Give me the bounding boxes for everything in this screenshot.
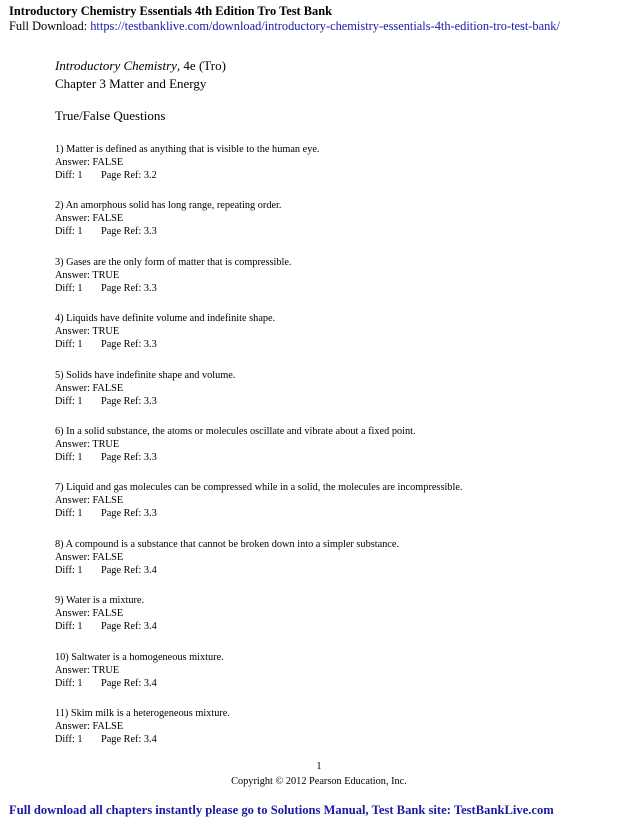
question-text: 10) Saltwater is a homogeneous mixture.: [55, 651, 224, 663]
question-answer: Answer: FALSE: [55, 157, 124, 168]
question-page-ref: Page Ref: 3.3: [101, 452, 157, 463]
footer-promo[interactable]: Full download all chapters instantly please go to Solutions Manual, Test Bank site: TestBankLive.com: [9, 803, 554, 817]
question-answer: Answer: TRUE: [55, 439, 120, 450]
question-answer: Answer: TRUE: [55, 664, 120, 676]
question-item: [55, 481, 462, 520]
question-difficulty: Diff: 1: [55, 282, 83, 294]
question-meta: [55, 564, 399, 577]
question-page-ref: Page Ref: 3.4: [101, 734, 157, 745]
download-link[interactable]: https://testbanklive.com/download/introductory-chemistry-essentials-4th-edition-tro-test-bank/: [90, 19, 560, 33]
question-text: 1) Matter is defined as anything that is visible to the human eye.: [55, 144, 320, 155]
question-page-ref: Page Ref: 3.4: [101, 621, 157, 633]
question-answer: Answer: FALSE: [55, 213, 124, 225]
question-difficulty: Diff: 1: [55, 564, 83, 576]
question-text: 5) Solids have indefinite shape and volume.: [55, 369, 236, 381]
question-meta: [55, 282, 291, 295]
question-item: [55, 199, 281, 238]
question-answer: Answer: FALSE: [55, 551, 124, 563]
book-title-italic: Introductory Chemistry: [55, 58, 177, 73]
question-difficulty: Diff: 1: [55, 734, 83, 745]
question-text: 8) A compound is a substance that cannot be broken down into a simpler substance.: [55, 538, 400, 550]
question-item: [55, 707, 230, 746]
question-text: 7) Liquid and gas molecules can be compressed while in a solid, the molecules are incompressible.: [55, 482, 463, 494]
question-difficulty: Diff: 1: [55, 395, 83, 407]
question-difficulty: Diff: 1: [55, 677, 83, 689]
question-difficulty: Diff: 1: [55, 170, 83, 181]
banner-title: Introductory Chemistry Essentials 4th Edition Tro Test Bank: [9, 4, 333, 18]
question-page-ref: Page Ref: 3.3: [101, 339, 157, 351]
question-text: 11) Skim milk is a heterogeneous mixture.: [55, 708, 230, 719]
question-difficulty: Diff: 1: [55, 226, 83, 238]
question-item: [55, 312, 275, 351]
question-item: [55, 594, 157, 633]
download-label: Full Download:: [9, 19, 91, 33]
question-page-ref: Page Ref: 3.4: [101, 564, 157, 576]
section-title: True/False Questions: [55, 108, 166, 123]
question-text: 6) In a solid substance, the atoms or molecules oscillate and vibrate about a fixed point.: [55, 426, 416, 437]
banner-download: [9, 19, 560, 34]
question-meta: [55, 620, 157, 633]
question-meta: [55, 733, 230, 746]
question-difficulty: Diff: 1: [55, 621, 83, 633]
question-page-ref: Page Ref: 3.3: [101, 395, 157, 407]
question-meta: [55, 395, 235, 408]
question-page-ref: Page Ref: 3.3: [101, 282, 157, 294]
question-page-ref: Page Ref: 3.3: [101, 226, 157, 238]
question-answer: Answer: TRUE: [55, 326, 120, 338]
question-text: 4) Liquids have definite volume and indefinite shape.: [55, 313, 276, 325]
question-difficulty: Diff: 1: [55, 508, 83, 520]
question-answer: Answer: FALSE: [55, 608, 124, 620]
question-page-ref: Page Ref: 3.2: [101, 170, 157, 181]
copyright: Copyright © 2012 Pearson Education, Inc.: [231, 776, 407, 787]
question-item: [55, 256, 291, 295]
question-answer: Answer: FALSE: [55, 382, 124, 394]
question-answer: Answer: FALSE: [55, 721, 124, 732]
question-text: 9) Water is a mixture.: [55, 595, 145, 607]
question-page-ref: Page Ref: 3.3: [101, 508, 157, 520]
chapter-title: Chapter 3 Matter and Energy: [55, 76, 207, 91]
question-item: [55, 143, 320, 182]
question-text: 3) Gases are the only form of matter that is compressible.: [55, 256, 292, 268]
question-item: [55, 425, 416, 464]
question-meta: [55, 225, 281, 238]
question-meta: [55, 169, 320, 182]
question-item: [55, 651, 224, 690]
question-difficulty: Diff: 1: [55, 452, 83, 463]
question-meta: [55, 507, 462, 520]
question-meta: [55, 677, 224, 690]
book-title: [55, 58, 226, 74]
question-answer: Answer: TRUE: [55, 269, 120, 281]
question-text: 2) An amorphous solid has long range, repeating order.: [55, 200, 282, 212]
question-meta: [55, 451, 416, 464]
question-page-ref: Page Ref: 3.4: [101, 677, 157, 689]
question-difficulty: Diff: 1: [55, 339, 83, 351]
question-answer: Answer: FALSE: [55, 495, 124, 507]
question-item: [55, 369, 235, 408]
page-number: 1: [316, 761, 322, 772]
question-item: [55, 538, 399, 577]
book-title-suffix: , 4e (Tro): [176, 58, 226, 73]
question-meta: [55, 338, 275, 351]
